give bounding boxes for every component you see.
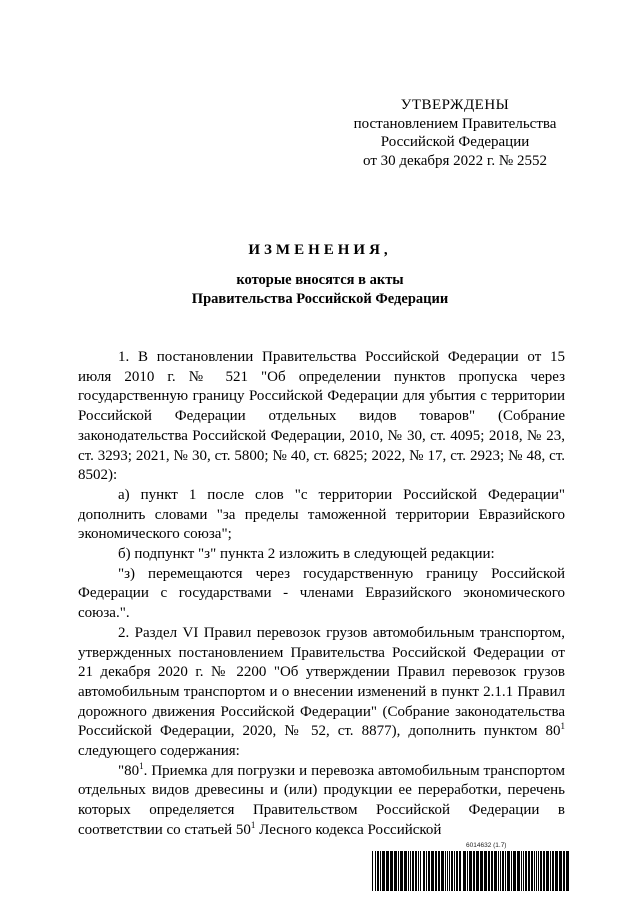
paragraph-3: б) подпункт "з" пункта 2 изложить в следующей редакции: (118, 546, 495, 563)
paragraph-5-text: 2. Раздел VI Правил перевозок грузов автомобильным транспортом, утвержденных постановлением Правительства Российской Федерации от 21 декабря 2020 г. № 2200 "Об утверждении Правил перевозок грузов автомобильным транспортом и о внесении изменений в пункт 2.1.1 Правил дорожного движения Российской Федерации" (Собрание законодательства Российской Федерации, 2020, № 52, ст. 8877), дополнить пунктом 80 (78, 624, 565, 740)
approval-stamp (330, 96, 580, 170)
paragraph-2: а) пункт 1 после слов "с территории Российской Федерации" дополнить словами "за пределы таможенной территории Евразийского экономического союза"; (78, 486, 565, 543)
document-subtitle (0, 271, 640, 309)
barcode-number: 6014632 (1.7) (466, 842, 507, 849)
document-title: ИЗМЕНЕНИЯ, (248, 242, 392, 258)
approval-line-3: Российской Федерации (380, 134, 530, 150)
paragraph-6-middle: . Приемка для погрузки и перевозка автомобильным транспортом отдельных видов древесины и (или) продукции ее переработки, перечень которых определяется Правительством Российской Федерации в соответствии со статьей 50 (78, 762, 565, 838)
paragraph-6-text: "80 (118, 762, 140, 779)
paragraph-6-tail: Лесного кодекса Российской (255, 821, 442, 838)
superscript: 1 (139, 760, 144, 771)
barcode-block (372, 842, 570, 892)
approval-line-4: от 30 декабря 2022 г. № 2552 (363, 152, 547, 169)
paragraph-6 (78, 762, 565, 841)
subtitle-line-1: которые вносятся в акты (236, 272, 404, 288)
paragraph-5-tail: следующего содержания: (78, 743, 240, 760)
barcode-icon (372, 851, 570, 891)
approval-heading: УТВЕРЖДЕНЫ (400, 97, 510, 113)
approval-line-2: постановлением Правительства (353, 115, 557, 132)
paragraph-4: "з) перемещаются через государственную границу Российской Федерации с государствами - членами Евразийского экономического союза.". (78, 565, 565, 622)
document-body (78, 348, 565, 841)
paragraph-1: 1. В постановлении Правительства Российской Федерации от 15 июля 2010 г. № 521 "Об определении пунктов пропуска через государственную границу Российской Федерации для убытия с территории Российской Федерации отдельных видов товаров" (Собрание законодательства Российской Федерации, 2010, № 30, ст. 4095; 2018, № 23, ст. 3293; 2021, № 30, ст. 5800; № 40, ст. 6825; 2022, № 17, ст. 2923; № 48, ст. 8502): (78, 349, 565, 484)
superscript: 1 (560, 721, 565, 732)
subtitle-line-2: Правительства Российской Федерации (191, 291, 449, 307)
paragraph-5 (78, 624, 565, 762)
superscript: 1 (250, 819, 256, 830)
